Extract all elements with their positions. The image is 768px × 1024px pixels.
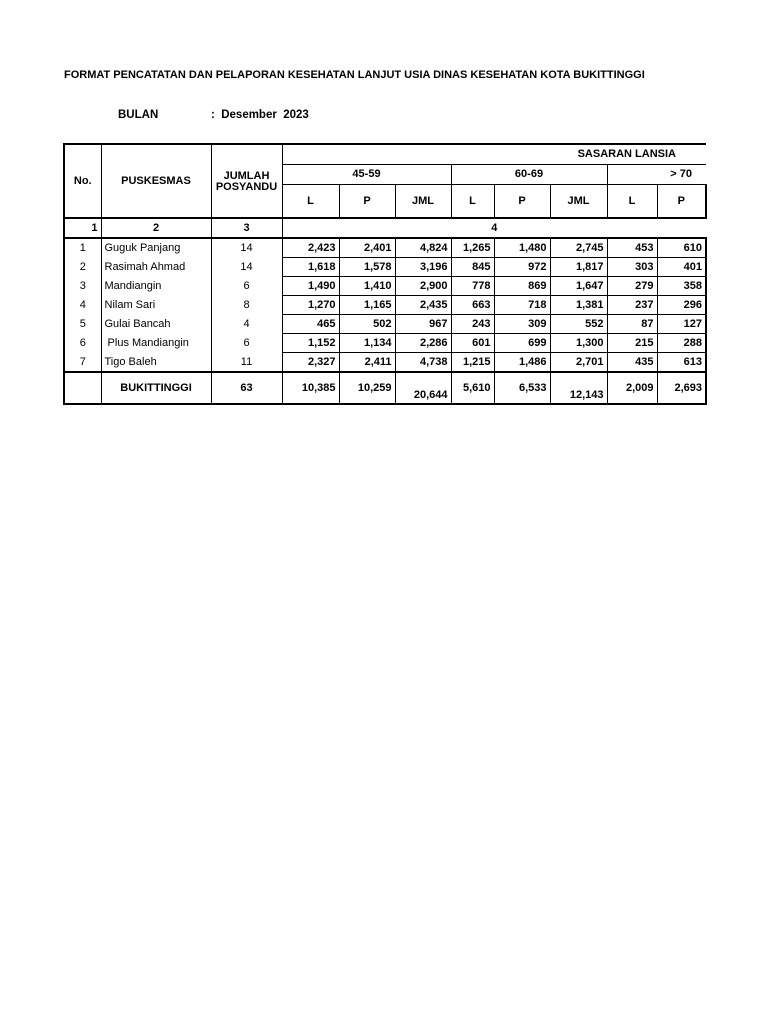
row-p-70: 127 [657, 315, 706, 334]
row-p-70: 296 [657, 296, 706, 315]
total-l-45-59: 10,385 [282, 372, 339, 404]
header-jml-1: JML [395, 184, 451, 218]
row-p-45-59: 1,410 [339, 277, 395, 296]
row-jml-60-69: 1,381 [550, 296, 607, 315]
row-l-60-69: 1,265 [451, 238, 494, 258]
header-jml-2: JML [550, 184, 607, 218]
row-l-45-59: 1,618 [282, 258, 339, 277]
elderly-health-table [63, 143, 707, 405]
row-l-45-59: 2,423 [282, 238, 339, 258]
row-l-70: 453 [607, 238, 657, 258]
header-l-3: L [607, 184, 657, 218]
row-no: 2 [64, 258, 101, 277]
row-jml-60-69: 2,701 [550, 353, 607, 373]
row-no: 7 [64, 353, 101, 373]
table-row [64, 238, 706, 258]
row-p-60-69: 869 [494, 277, 550, 296]
table-row [64, 315, 706, 334]
row-l-70: 435 [607, 353, 657, 373]
table-row [64, 296, 706, 315]
total-l-70: 2,009 [607, 372, 657, 404]
row-no: 1 [64, 238, 101, 258]
table-row [64, 277, 706, 296]
header-sasaran-lansia: SASARAN LANSIA [282, 144, 706, 164]
index-row [64, 218, 706, 238]
row-l-60-69: 1,215 [451, 353, 494, 373]
table-row [64, 258, 706, 277]
header-puskesmas: PUSKESMAS [101, 144, 211, 218]
total-p-70: 2,693 [657, 372, 706, 404]
row-l-45-59: 1,270 [282, 296, 339, 315]
report-title: FORMAT PENCATATAN DAN PELAPORAN KESEHATAN LANJUT USIA DINAS KESEHATAN KOTA BUKITTINGGI [64, 69, 645, 81]
row-p-60-69: 972 [494, 258, 550, 277]
row-p-45-59: 2,401 [339, 238, 395, 258]
index-col-1: 1 [64, 218, 101, 238]
row-p-45-59: 1,165 [339, 296, 395, 315]
row-jml-45-59: 4,738 [395, 353, 451, 373]
row-l-45-59: 1,490 [282, 277, 339, 296]
row-p-60-69: 1,486 [494, 353, 550, 373]
row-l-60-69: 243 [451, 315, 494, 334]
row-puskesmas: Plus Mandiangin [101, 334, 211, 353]
row-p-60-69: 699 [494, 334, 550, 353]
row-puskesmas: Gulai Bancah [101, 315, 211, 334]
header-jumlah-line1: JUMLAH [223, 170, 270, 182]
index-col-4: 4 [282, 218, 706, 238]
total-row [64, 372, 706, 404]
row-p-70: 288 [657, 334, 706, 353]
row-posyandu: 4 [211, 315, 282, 334]
row-l-60-69: 778 [451, 277, 494, 296]
total-p-60-69: 6,533 [494, 372, 550, 404]
row-puskesmas: Mandiangin [101, 277, 211, 296]
month-label: BULAN [118, 109, 159, 121]
row-jml-45-59: 2,286 [395, 334, 451, 353]
row-p-70: 610 [657, 238, 706, 258]
header-p-2: P [494, 184, 550, 218]
row-jml-60-69: 1,817 [550, 258, 607, 277]
total-jml-60-69: 12,143 [550, 372, 607, 404]
header-jumlah-line2: POSYANDU [215, 181, 278, 193]
row-p-60-69: 309 [494, 315, 550, 334]
row-l-70: 237 [607, 296, 657, 315]
row-p-70: 401 [657, 258, 706, 277]
row-posyandu: 14 [211, 238, 282, 258]
row-no: 4 [64, 296, 101, 315]
row-l-70: 215 [607, 334, 657, 353]
row-no: 3 [64, 277, 101, 296]
header-jumlah-posyandu [211, 144, 282, 218]
row-p-60-69: 718 [494, 296, 550, 315]
row-posyandu: 6 [211, 334, 282, 353]
index-col-3: 3 [211, 218, 282, 238]
row-l-60-69: 845 [451, 258, 494, 277]
table-row [64, 334, 706, 353]
row-puskesmas: Nilam Sari [101, 296, 211, 315]
row-p-45-59: 1,134 [339, 334, 395, 353]
header-group-70: > 70 [607, 164, 706, 184]
row-l-45-59: 1,152 [282, 334, 339, 353]
header-group-60-69: 60-69 [451, 164, 607, 184]
row-jml-45-59: 2,435 [395, 296, 451, 315]
row-l-70: 87 [607, 315, 657, 334]
header-no: No. [64, 144, 101, 218]
row-l-45-59: 465 [282, 315, 339, 334]
row-p-70: 358 [657, 277, 706, 296]
row-p-45-59: 2,411 [339, 353, 395, 373]
row-posyandu: 6 [211, 277, 282, 296]
row-p-45-59: 502 [339, 315, 395, 334]
row-l-60-69: 601 [451, 334, 494, 353]
row-p-45-59: 1,578 [339, 258, 395, 277]
row-jml-45-59: 967 [395, 315, 451, 334]
header-p-3: P [657, 184, 706, 218]
row-puskesmas: Guguk Panjang [101, 238, 211, 258]
row-p-60-69: 1,480 [494, 238, 550, 258]
header-l-2: L [451, 184, 494, 218]
row-posyandu: 11 [211, 353, 282, 373]
header-l-1: L [282, 184, 339, 218]
row-posyandu: 14 [211, 258, 282, 277]
month-value: : Desember 2023 [211, 109, 309, 121]
row-posyandu: 8 [211, 296, 282, 315]
row-l-45-59: 2,327 [282, 353, 339, 373]
header-group-45-59: 45-59 [282, 164, 451, 184]
row-l-70: 303 [607, 258, 657, 277]
header-p-1: P [339, 184, 395, 218]
row-l-60-69: 663 [451, 296, 494, 315]
row-jml-45-59: 2,900 [395, 277, 451, 296]
total-l-60-69: 5,610 [451, 372, 494, 404]
index-col-2: 2 [101, 218, 211, 238]
row-jml-45-59: 4,824 [395, 238, 451, 258]
row-no: 5 [64, 315, 101, 334]
total-jml-45-59: 20,644 [395, 372, 451, 404]
row-jml-60-69: 1,647 [550, 277, 607, 296]
total-p-45-59: 10,259 [339, 372, 395, 404]
row-jml-60-69: 2,745 [550, 238, 607, 258]
total-no-empty [64, 372, 101, 404]
total-posyandu: 63 [211, 372, 282, 404]
row-no: 6 [64, 334, 101, 353]
row-l-70: 279 [607, 277, 657, 296]
row-jml-60-69: 552 [550, 315, 607, 334]
row-puskesmas: Tigo Baleh [101, 353, 211, 373]
row-p-70: 613 [657, 353, 706, 373]
table-row [64, 353, 706, 373]
row-puskesmas: Rasimah Ahmad [101, 258, 211, 277]
row-jml-60-69: 1,300 [550, 334, 607, 353]
header-row-sasaran [64, 144, 706, 164]
total-name: BUKITTINGGI [101, 372, 211, 404]
row-jml-45-59: 3,196 [395, 258, 451, 277]
